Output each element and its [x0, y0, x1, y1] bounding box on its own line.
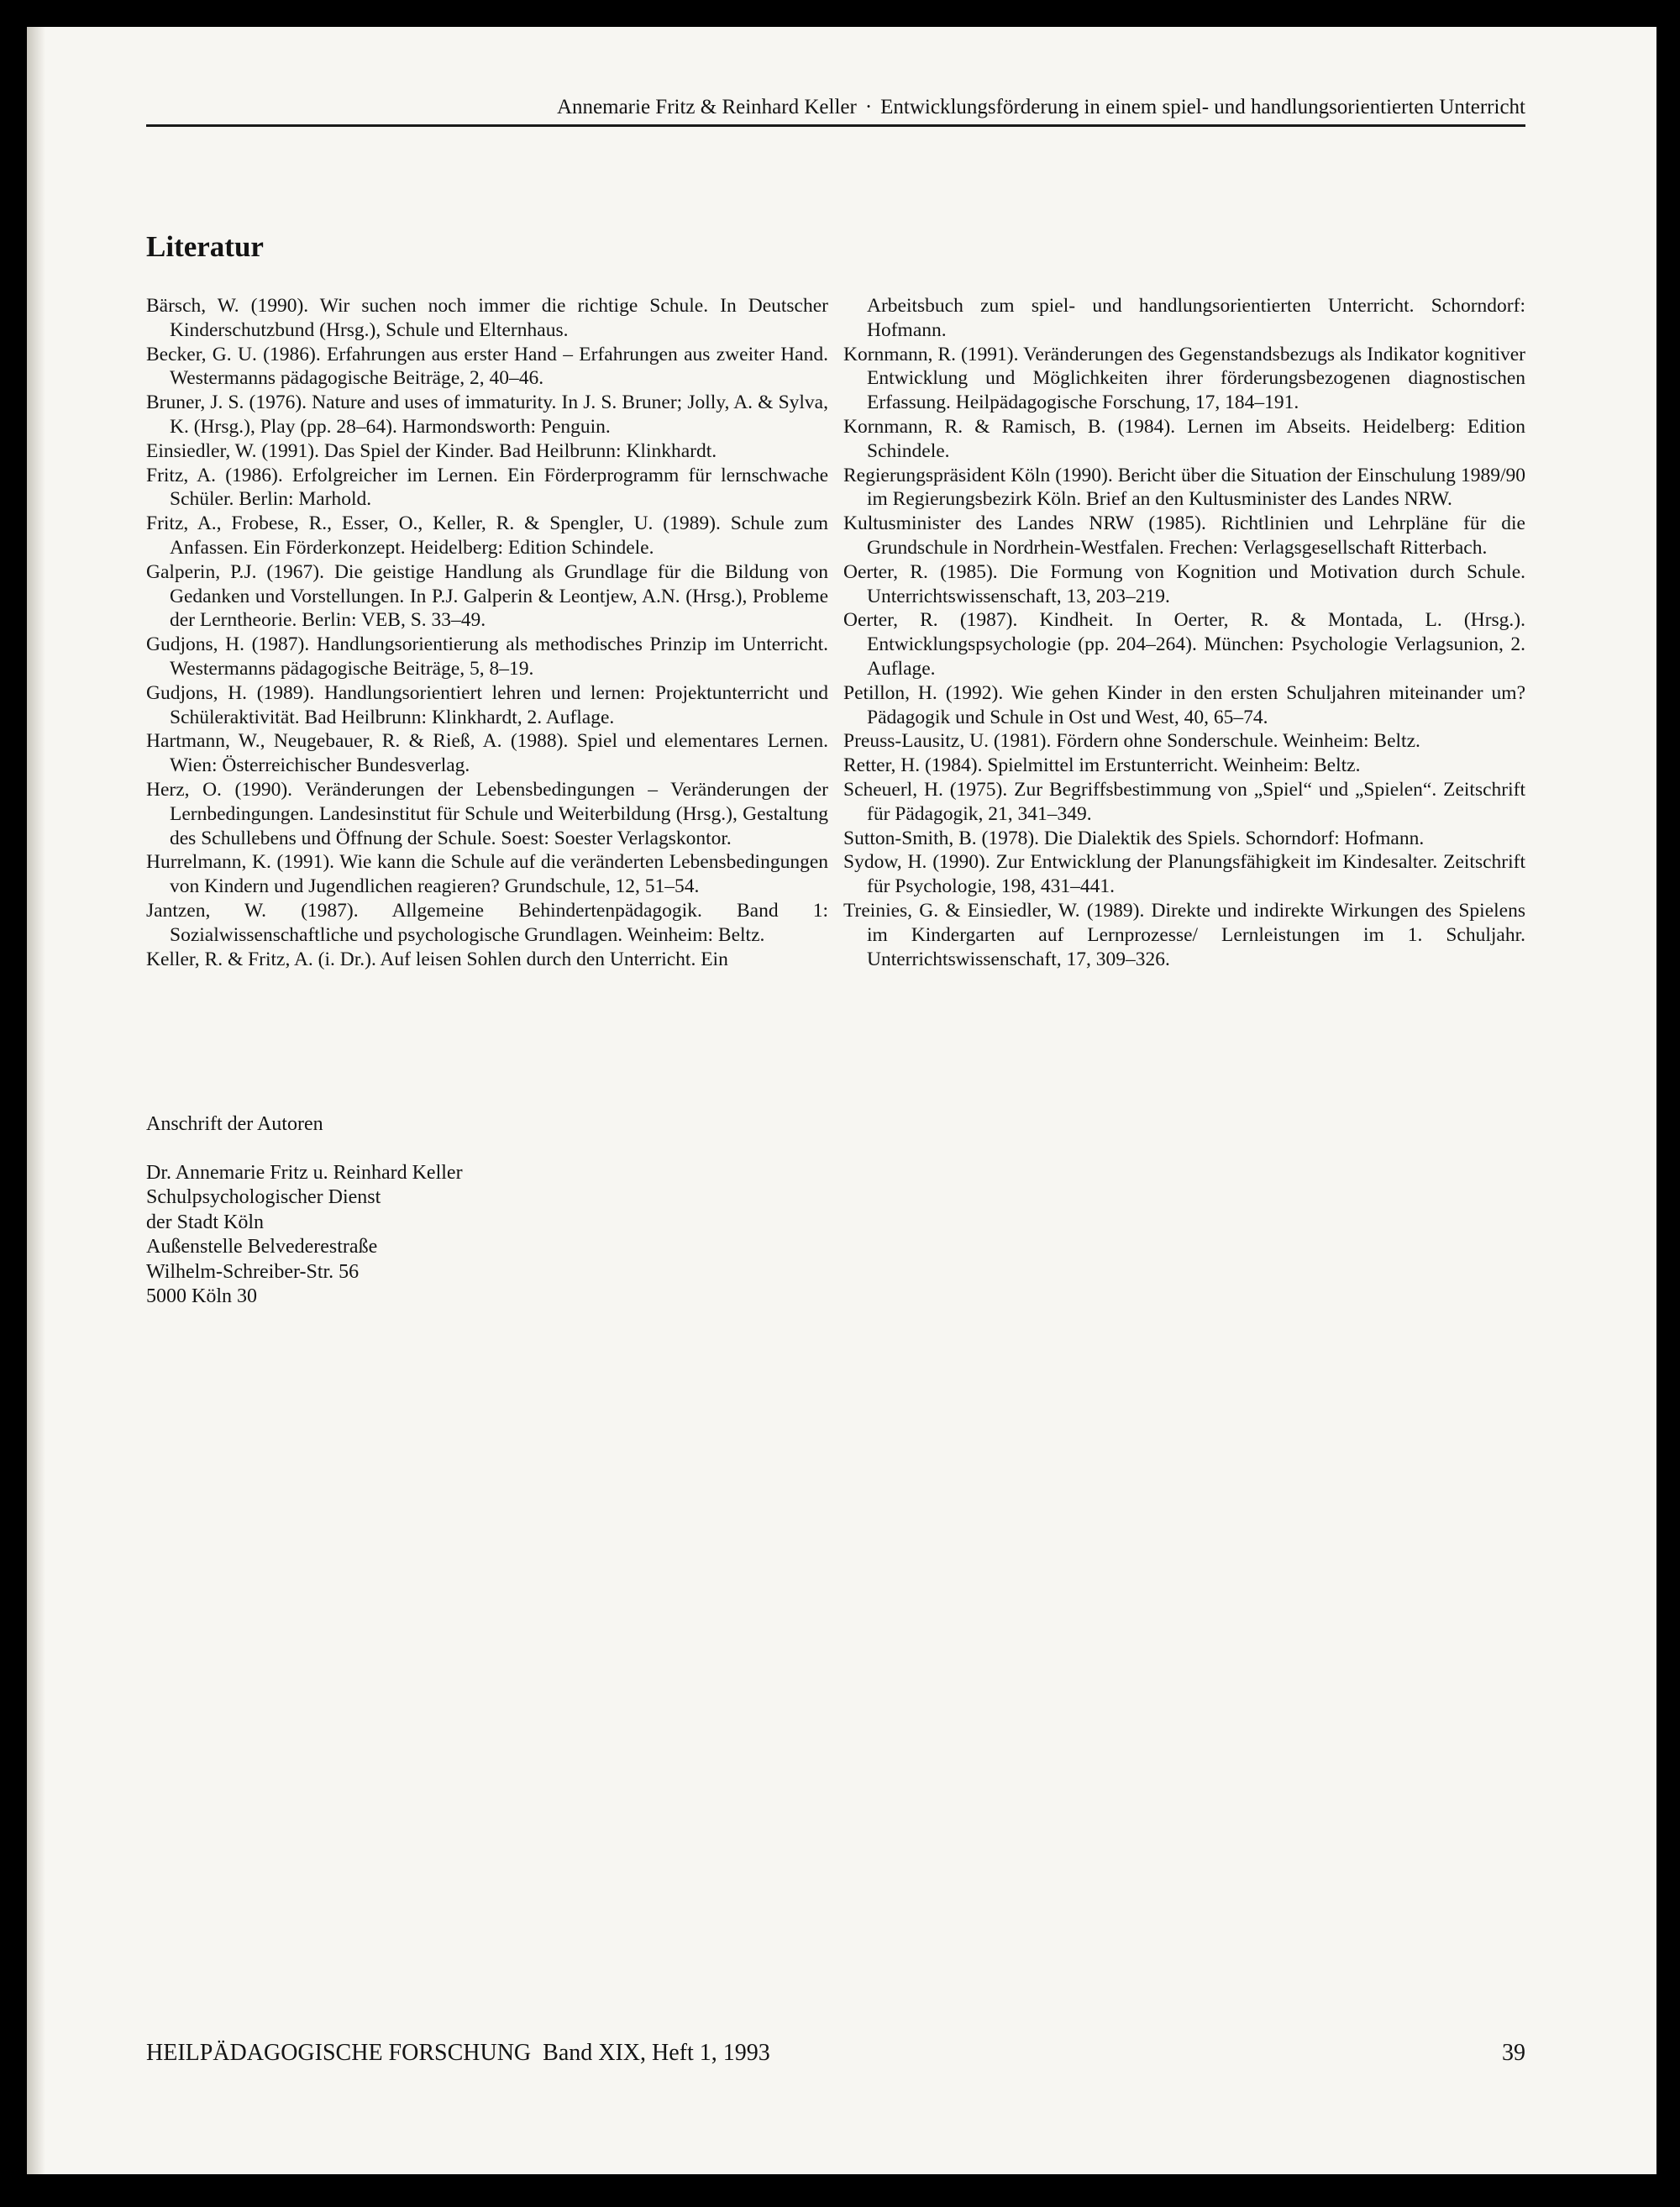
reference-entry: Keller, R. & Fritz, A. (i. Dr.). Auf leisen Sohlen durch den Unterricht. Ein: [146, 948, 728, 970]
reference-entry: Retter, H. (1984). Spielmittel im Erstunterricht. Weinheim: Beltz.: [843, 754, 1361, 777]
address-line: der Stadt Köln: [146, 1211, 264, 1233]
journal-page: [27, 27, 1656, 2174]
references-left-column: [146, 294, 828, 971]
address-line: Wilhelm-Schreiber-Str. 56: [146, 1260, 360, 1283]
references-right-column: [843, 294, 1525, 971]
reference-entry: Preuss-Lausitz, U. (1981). Fördern ohne Sonderschule. Weinheim: Beltz.: [843, 730, 1420, 753]
reference-entry: Gudjons, H. (1987). Handlungsorientierung als methodisches Prinzip im Unterricht. Westermanns pädagogische Beiträge, 5, 8–19.: [146, 633, 828, 680]
reference-entry: Fritz, A. (1986). Erfolgreicher im Lernen. Ein Förderprogramm für lernschwache Schüler. Berlin: Marhold.: [146, 464, 828, 511]
reference-entry: Kornmann, R. & Ramisch, B. (1984). Lernen im Abseits. Heidelberg: Edition Schindele.: [843, 415, 1525, 462]
reference-entry: Sydow, H. (1990). Zur Entwicklung der Planungsfähigkeit im Kindesalter. Zeitschrift für Psychologie, 198, 431–441.: [843, 851, 1525, 898]
reference-entry: Jantzen, W. (1987). Allgemeine Behindertenpädagogik. Band 1: Sozialwissenschaftliche und psychologische Grundlagen. Weinheim: Beltz.: [146, 899, 828, 946]
page-edge-shadow: [27, 27, 45, 2174]
reference-entry: Bärsch, W. (1990). Wir suchen noch immer die richtige Schule. In Deutscher Kinderschutzbund (Hrsg.), Schule und Elternhaus.: [146, 295, 828, 341]
reference-entry: Treinies, G. & Einsiedler, W. (1989). Direkte und indirekte Wirkungen des Spielens im Kindergarten auf Lernprozesse/ Lernleistungen im 1. Schuljahr. Unterrichtswissenschaft, 17, 309–326.: [843, 899, 1525, 970]
reference-entry: Oerter, R. (1987). Kindheit. In Oerter, R. & Montada, L. (Hrsg.). Entwicklungspsychologie (pp. 204–264). München: Psychologie Verlagsunion, 2. Auflage.: [843, 609, 1525, 680]
reference-entry: Herz, O. (1990). Veränderungen der Lebensbedingungen – Veränderungen der Lernbedingungen. Landesinstitut für Schule und Weiterbildung (Hrsg.), Gestaltung des Schullebens und Öffnung der Schule. Soest: Soester Verlagskontor.: [146, 778, 828, 849]
reference-entry: Galperin, P.J. (1967). Die geistige Handlung als Grundlage für die Bildung von Gedanken und Vorstellungen. In P.J. Galperin & Leontjew, A.N. (Hrsg.), Probleme der Lerntheorie. Berlin: VEB, S. 33–49.: [146, 560, 828, 632]
running-head-authors: Annemarie Fritz & Reinhard Keller: [556, 96, 857, 118]
reference-entry: Petillon, H. (1992). Wie gehen Kinder in den ersten Schuljahren miteinander um? Pädagogik und Schule in Ost und West, 40, 65–74.: [843, 681, 1525, 728]
running-head: [146, 96, 1525, 119]
address-heading: Anschrift der Autoren: [146, 1113, 323, 1135]
header-rule: [146, 124, 1525, 127]
running-head-separator: ·: [864, 96, 873, 118]
address-line: 5000 Köln 30: [146, 1285, 257, 1307]
footer-journal-info: HEILPÄDAGOGISCHE FORSCHUNG Band XIX, Heft 1, 1993: [146, 2040, 770, 2066]
reference-entry: Hurrelmann, K. (1991). Wie kann die Schule auf die veränderten Lebensbedingungen von Kindern und Jugendlichen reagieren? Grundschule, 12, 51–54.: [146, 851, 828, 898]
running-head-title: Entwicklungsförderung in einem spiel- und handlungsorientierten Unterricht: [880, 96, 1525, 118]
reference-entry: Kultusminister des Landes NRW (1985). Richtlinien und Lehrpläne für die Grundschule in Nordrhein-Westfalen. Frechen: Verlagsgesellschaft Ritterbach.: [843, 512, 1525, 559]
reference-entry: Sutton-Smith, B. (1978). Die Dialektik des Spiels. Schorndorf: Hofmann.: [843, 827, 1425, 849]
reference-entry: Fritz, A., Frobese, R., Esser, O., Keller, R. & Spengler, U. (1989). Schule zum Anfassen. Ein Förderkonzept. Heidelberg: Edition Schindele.: [146, 512, 828, 559]
reference-entry: Kornmann, R. (1991). Veränderungen des Gegenstandsbezugs als Indikator kognitiver Entwicklung und Möglichkeiten ihrer förderungsbezogenen diagnostischen Erfassung. Heilpädagogische Forschung, 17, 184–191.: [843, 343, 1525, 414]
reference-entry: Gudjons, H. (1989). Handlungsorientiert lehren und lernen: Projektunterricht und Schüleraktivität. Bad Heilbrunn: Klinkhardt, 2. Auflage.: [146, 681, 828, 728]
page-number: 39: [1502, 2040, 1525, 2066]
author-address: [146, 1112, 463, 1310]
reference-continuation: Arbeitsbuch zum spiel- und handlungsorientierten Unterricht. Schorndorf: Hofmann.: [867, 295, 1525, 341]
reference-entry: Scheuerl, H. (1975). Zur Begriffsbestimmung von „Spiel“ und „Spielen“. Zeitschrift für Pädagogik, 21, 341–349.: [843, 778, 1525, 825]
address-line: Dr. Annemarie Fritz u. Reinhard Keller: [146, 1161, 463, 1184]
reference-entry: Einsiedler, W. (1991). Das Spiel der Kinder. Bad Heilbrunn: Klinkhardt.: [146, 439, 717, 462]
reference-entry: Hartmann, W., Neugebauer, R. & Rieß, A. (1988). Spiel und elementares Lernen. Wien: Österreichischer Bundesverlag.: [146, 730, 828, 777]
address-line: Schulpsychologischer Dienst: [146, 1186, 381, 1208]
address-line: Außenstelle Belvederestraße: [146, 1236, 378, 1258]
reference-entry: Bruner, J. S. (1976). Nature and uses of immaturity. In J. S. Bruner; Jolly, A. & Sylva, K. (Hrsg.), Play (pp. 28–64). Harmondsworth: Penguin.: [146, 391, 828, 438]
reference-entry: Regierungspräsident Köln (1990). Bericht über die Situation der Einschulung 1989/90 im Regierungsbezirk Köln. Brief an den Kultusminister des Landes NRW.: [843, 464, 1525, 511]
reference-entry: Oerter, R. (1985). Die Formung von Kognition und Motivation durch Schule. Unterrichtswissenschaft, 13, 203–219.: [843, 560, 1525, 607]
section-title: Literatur: [146, 230, 264, 263]
reference-entry: Becker, G. U. (1986). Erfahrungen aus erster Hand – Erfahrungen aus zweiter Hand. Westermanns pädagogische Beiträge, 2, 40–46.: [146, 343, 828, 390]
